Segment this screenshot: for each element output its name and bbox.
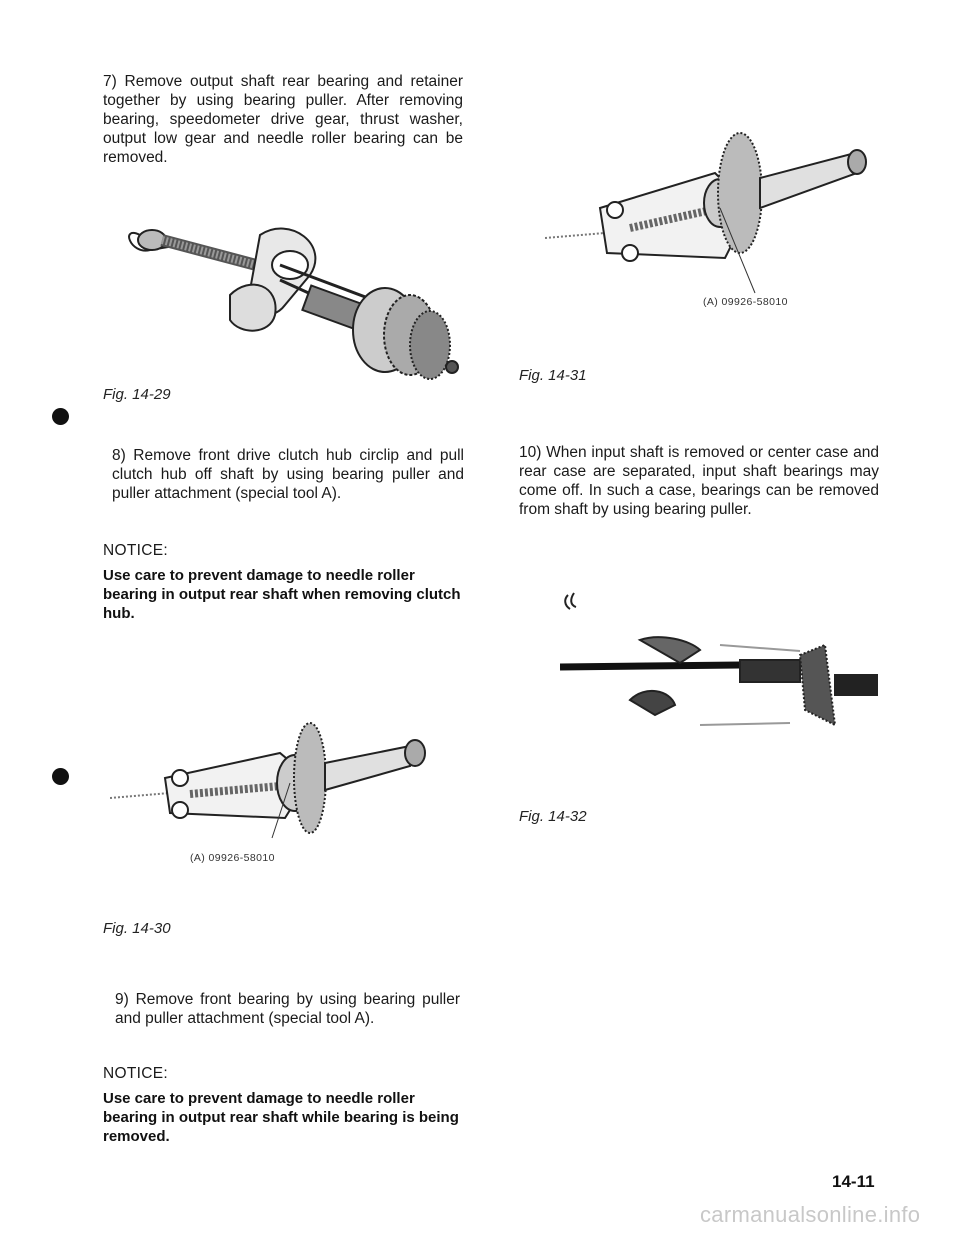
step-7-text: 7) Remove output shaft rear bearing and retainer together by using bearing puller. After removing bearing, speedometer drive gear, thrust washer, output low gear and needle roller bearing can be removed. [103, 73, 463, 166]
figure-14-30-tool-ref: (A) 09926-58010 [190, 852, 275, 864]
notice-2-heading: NOTICE: [103, 1065, 168, 1082]
binder-dot-lower [52, 768, 69, 785]
figure-14-32-caption: Fig. 14-32 [519, 808, 587, 825]
figure-14-30-caption: Fig. 14-30 [103, 920, 171, 937]
figure-14-31-caption: Fig. 14-31 [519, 367, 587, 384]
figure-14-31-illustration [545, 108, 875, 308]
notice-1-heading: NOTICE: [103, 542, 168, 559]
step-7 [103, 72, 463, 167]
site-footer: carmanualsonline.info [700, 1202, 921, 1227]
notice-2-body: Use care to prevent damage to needle roller bearing in output rear shaft while bearing is being removed. [103, 1090, 459, 1145]
step-9-text: 9) Remove front bearing by using bearing puller and puller attachment (special tool A). [115, 991, 460, 1027]
figure-14-32-illustration [560, 585, 880, 735]
figure-14-31-tool-ref: (A) 09926-58010 [703, 296, 788, 308]
notice-1-body: Use care to prevent damage to needle roller bearing in output rear shaft when removing clutch hub. [103, 567, 461, 622]
figure-14-30-illustration [110, 718, 440, 848]
figure-14-29-illustration [110, 195, 470, 390]
step-8 [112, 446, 464, 503]
step-10-text: 10) When input shaft is removed or center case and rear case are separated, input shaft bearings may come off. In such a case, bearings can be removed from shaft by using bearing puller. [519, 444, 879, 518]
page-number: 14-11 [832, 1172, 875, 1191]
step-10 [519, 443, 879, 519]
binder-dot-upper [52, 408, 69, 425]
figure-14-29-caption: Fig. 14-29 [103, 386, 171, 403]
step-9 [115, 990, 460, 1028]
step-8-text: 8) Remove front drive clutch hub circlip and pull clutch hub off shaft by using bearing puller and puller attachment (special tool A). [112, 447, 464, 502]
